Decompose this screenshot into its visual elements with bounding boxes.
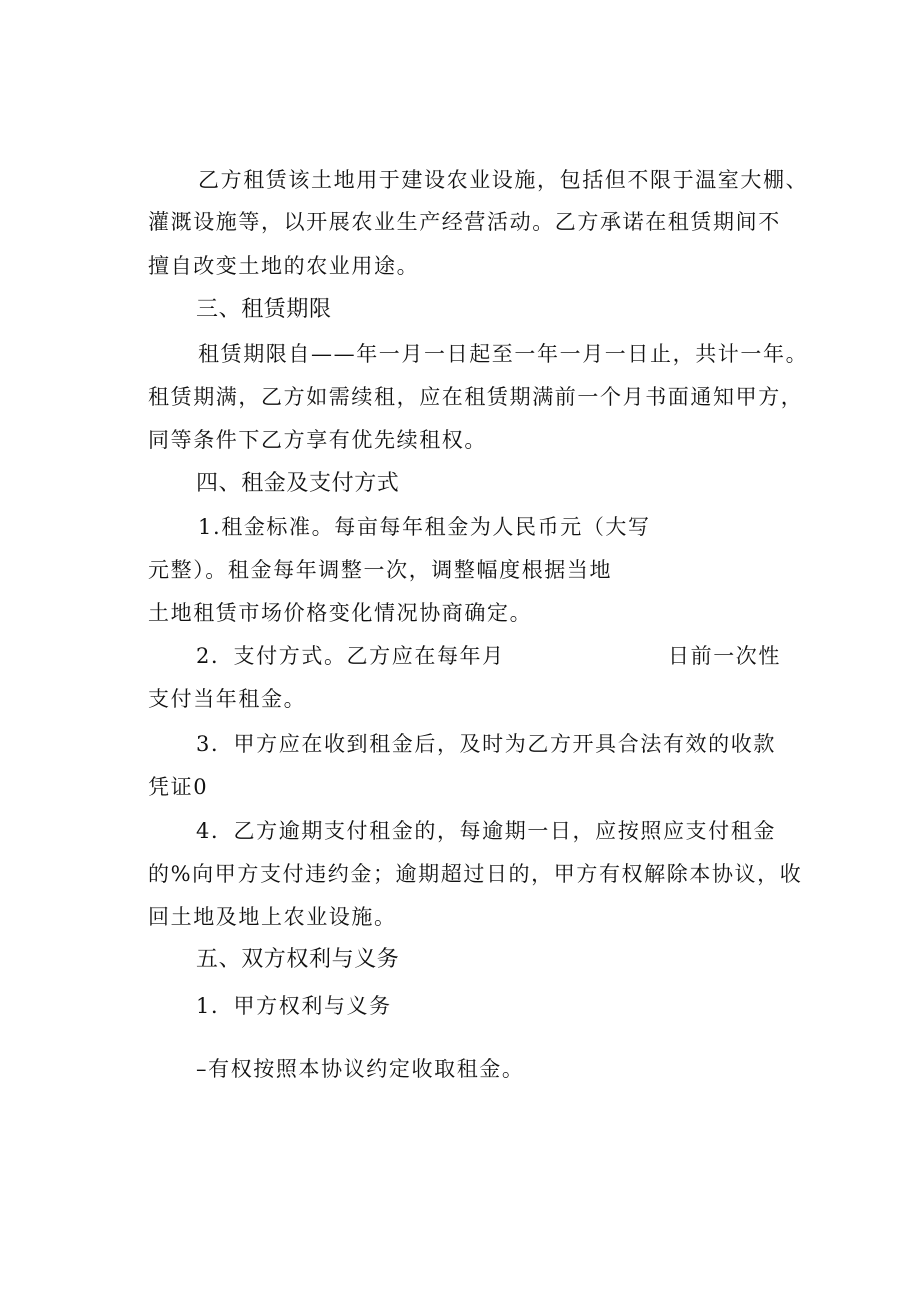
section-5-heading: 五、双方权利与义务 bbox=[196, 947, 400, 972]
term-para-line-3: 同等条件下乙方享有优先续租权。 bbox=[148, 428, 487, 452]
payment-method-line-1-left: 2．支付方式。乙方应在每年月 bbox=[196, 644, 505, 668]
use-para-line-1: 乙方租赁该土地用于建设农业设施，包括但不限于温室大棚、 bbox=[198, 168, 809, 192]
late-payment-line-3: 回土地及地上农业设施。 bbox=[148, 905, 397, 929]
rent-standard-line-1: 1.租金标准。每亩每年租金为人民币元（大写 bbox=[198, 515, 651, 539]
receipt-line-2: 凭证0 bbox=[148, 775, 209, 799]
late-payment-line-1: 4．乙方逾期支付租金的，每逾期一日，应按照应支付租金 bbox=[196, 819, 776, 843]
term-para-line-1: 租赁期限自——年一月一日起至一年一月一日止，共计一年。 bbox=[198, 342, 809, 366]
rent-standard-line-3: 土地租赁市场价格变化情况协商确定。 bbox=[148, 601, 533, 625]
term-para-line-2: 租赁期满，乙方如需续租，应在租赁期满前一个月书面通知甲方， bbox=[148, 385, 804, 409]
use-para-line-3: 擅自改变土地的农业用途。 bbox=[148, 254, 420, 278]
late-payment-line-2: 的%向甲方支付违约金；逾期超过日的，甲方有权解除本协议，收 bbox=[148, 862, 803, 886]
use-para-line-2: 灌溉设施等，以开展农业生产经营活动。乙方承诺在租赁期间不 bbox=[148, 210, 781, 234]
payment-method-line-1-right: 日前一次性 bbox=[668, 644, 781, 668]
rent-standard-line-2: 元整）。租金每年调整一次，调整幅度根据当地 bbox=[148, 558, 613, 582]
party-a-rights-title: 1．甲方权利与义务 bbox=[196, 994, 392, 1018]
payment-method-line-2: 支付当年租金。 bbox=[148, 687, 307, 711]
party-a-right-bullet-1: –有权按照本协议约定收取租金。 bbox=[196, 1057, 525, 1081]
section-4-heading: 四、租金及支付方式 bbox=[196, 471, 400, 496]
section-3-heading: 三、租赁期限 bbox=[196, 297, 332, 322]
receipt-line-1: 3．甲方应在收到租金后，及时为乙方开具合法有效的收款 bbox=[196, 732, 776, 756]
